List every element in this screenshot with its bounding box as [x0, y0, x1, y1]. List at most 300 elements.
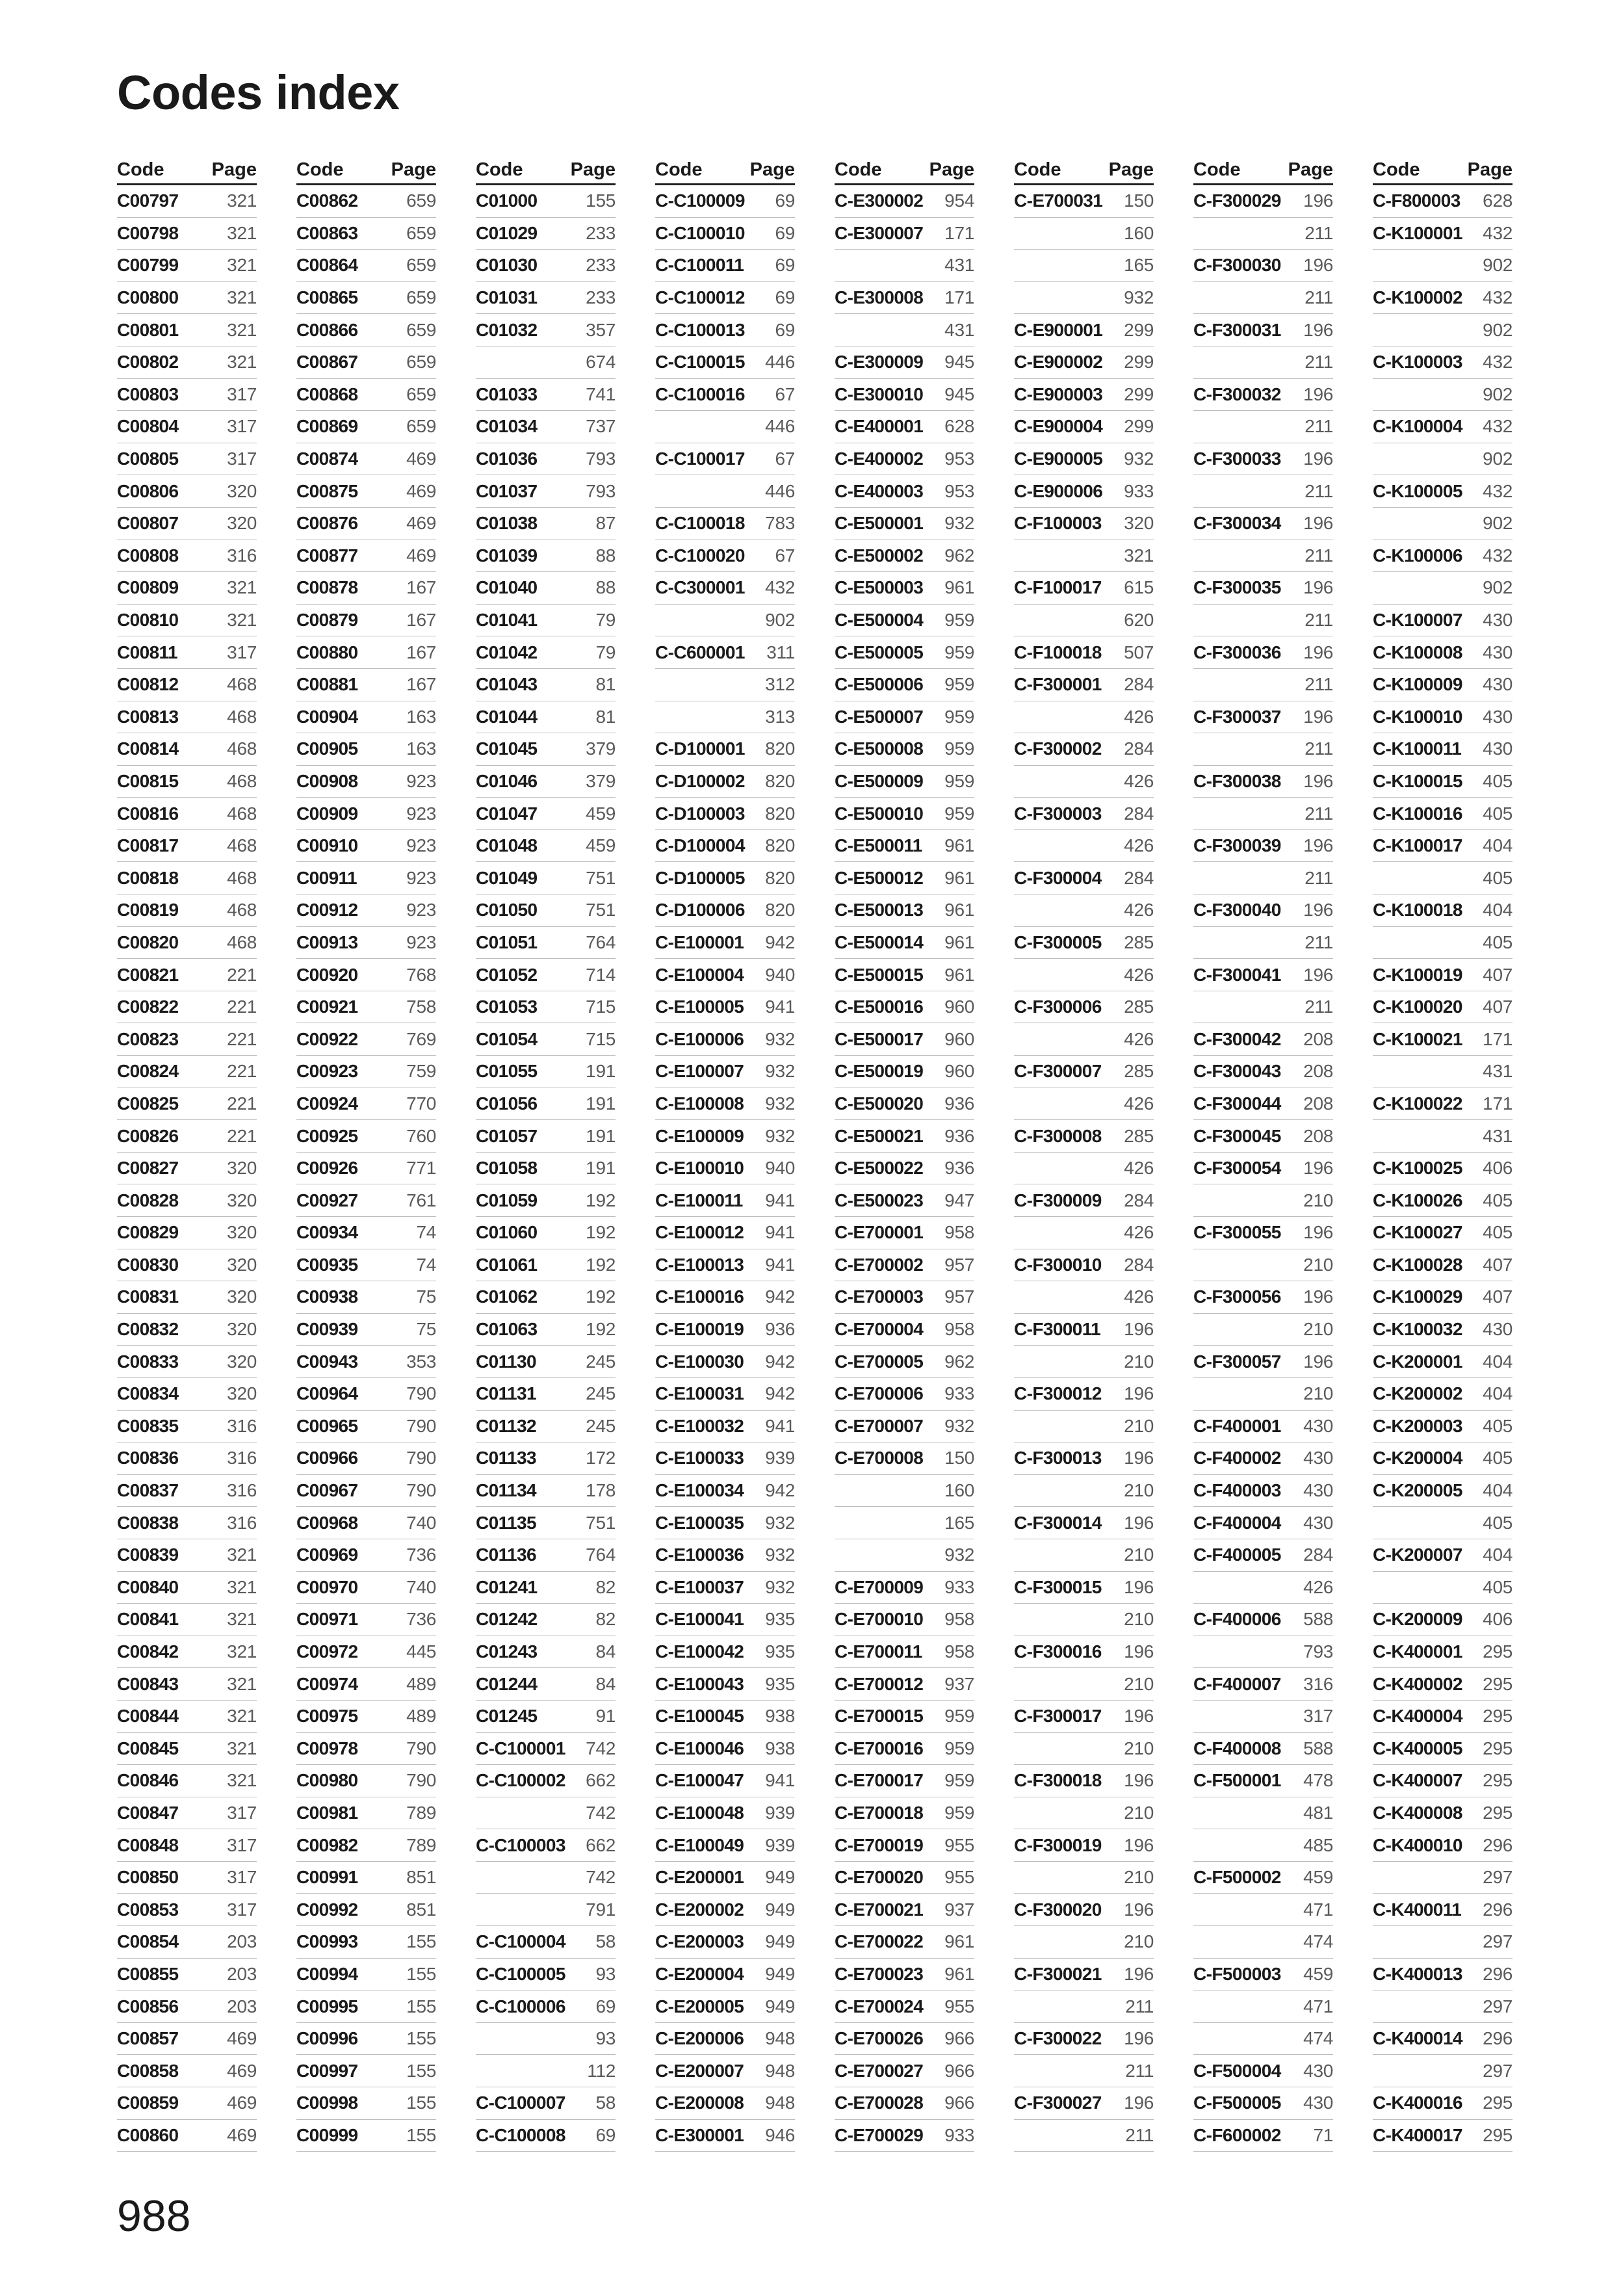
code-cell: C01243: [476, 1641, 538, 1662]
code-cell: C00845: [117, 1738, 179, 1758]
code-cell: C-D100006: [655, 900, 745, 920]
index-row: [655, 218, 795, 250]
index-column: [1014, 157, 1154, 2152]
code-cell: C-K400013: [1373, 1963, 1462, 1984]
code-cell: C-K100019: [1373, 964, 1462, 985]
page-cell: 923: [406, 770, 436, 791]
index-row: [1193, 1475, 1333, 1507]
page-cell: 245: [586, 1415, 616, 1436]
index-row: [476, 669, 616, 701]
column-header: [835, 157, 974, 185]
code-cell: C-D100002: [655, 770, 745, 791]
page-cell: 297: [1483, 1996, 1513, 2016]
page-cell: 191: [586, 1158, 616, 1179]
page-cell: 793: [586, 480, 616, 501]
code-cell: C00855: [117, 1963, 179, 1984]
index-row: [1193, 1346, 1333, 1378]
page-cell: 210: [1303, 1319, 1333, 1340]
header-code-label: Code: [476, 159, 523, 180]
index-row: [835, 572, 974, 605]
page-cell: 958: [944, 1319, 974, 1340]
index-row: [655, 1378, 795, 1411]
index-row: [655, 282, 795, 315]
code-cell: C-F300015: [1014, 1576, 1102, 1597]
index-row: [655, 2023, 795, 2055]
code-cell: C00803: [117, 384, 179, 404]
code-cell: C-E100049: [655, 1834, 744, 1855]
page-cell: 426: [1124, 1028, 1154, 1049]
index-row: [655, 314, 795, 346]
code-cell: C01131: [476, 1383, 536, 1404]
page-cell: 764: [586, 932, 616, 952]
code-cell: C01061: [476, 1254, 538, 1275]
index-row: [835, 2120, 974, 2152]
index-row: [1014, 701, 1154, 734]
index-row: [655, 1088, 795, 1121]
page-cell: 948: [765, 2028, 795, 2049]
page-cell: 468: [227, 803, 257, 824]
page-cell: 941: [765, 997, 795, 1017]
index-row: [1193, 1926, 1333, 1959]
code-cell: C00863: [296, 222, 358, 243]
code-cell: C-E700019: [835, 1834, 924, 1855]
page-cell: 196: [1303, 190, 1333, 211]
page-cell: 321: [227, 222, 257, 243]
code-cell: C-C100013: [655, 319, 745, 340]
page-cell: 210: [1124, 1351, 1154, 1372]
code-cell: C-E700009: [835, 1576, 924, 1597]
code-cell: C-K200005: [1373, 1480, 1462, 1501]
page-cell: 155: [406, 1996, 436, 2016]
index-row: [835, 862, 974, 894]
index-row: [296, 508, 436, 540]
code-cell: C00911: [296, 867, 357, 888]
page-cell: 155: [406, 2028, 436, 2049]
page-cell: 432: [1483, 352, 1513, 372]
page-title: Codes index: [117, 66, 400, 120]
index-row: [1193, 572, 1333, 605]
index-row: [296, 1281, 436, 1314]
page-cell: 171: [1483, 1028, 1513, 1049]
code-cell: C-F300031: [1193, 319, 1281, 340]
code-cell: C01242: [476, 1609, 538, 1630]
code-cell: C00926: [296, 1158, 358, 1179]
page-cell: 69: [775, 255, 795, 276]
code-cell: C00965: [296, 1415, 358, 1436]
code-cell: C-E500009: [835, 770, 924, 791]
code-cell: C01135: [476, 1512, 536, 1533]
code-cell: C-F300021: [1014, 1963, 1102, 1984]
code-cell: C-F300001: [1014, 674, 1102, 695]
page-cell: 316: [227, 1448, 257, 1468]
code-cell: C-F400006: [1193, 1609, 1281, 1630]
index-row: [476, 250, 616, 282]
page-cell: 751: [586, 900, 616, 920]
index-row: [1014, 1668, 1154, 1701]
index-row: [296, 540, 436, 573]
page-cell: 790: [406, 1770, 436, 1791]
code-cell: C-F300016: [1014, 1641, 1102, 1662]
code-cell: C-E700006: [835, 1383, 924, 1404]
index-row: [117, 1733, 257, 1766]
index-row: [1193, 1990, 1333, 2023]
index-row: [835, 411, 974, 443]
code-cell: C-F300056: [1193, 1286, 1281, 1307]
page-cell: 407: [1483, 964, 1513, 985]
index-row: [1193, 218, 1333, 250]
page-cell: 295: [1483, 1673, 1513, 1694]
index-row: [1014, 1862, 1154, 1894]
page-cell: 210: [1124, 1673, 1154, 1694]
code-cell: C00818: [117, 867, 179, 888]
code-cell: C00981: [296, 1802, 358, 1823]
page-cell: 321: [227, 1545, 257, 1565]
page-cell: 81: [595, 674, 616, 695]
page-cell: 659: [406, 222, 436, 243]
index-row: [117, 1894, 257, 1926]
code-cell: C00904: [296, 706, 358, 727]
page-cell: 69: [595, 1996, 616, 2016]
index-row: [1014, 1023, 1154, 1056]
index-row: [117, 540, 257, 573]
index-row: [1014, 798, 1154, 830]
code-cell: C01052: [476, 964, 538, 985]
index-row: [1014, 1153, 1154, 1185]
index-row: [117, 991, 257, 1024]
index-row: [476, 991, 616, 1024]
code-cell: C-E200004: [655, 1963, 744, 1984]
code-cell: C00908: [296, 770, 358, 791]
page-cell: 940: [765, 964, 795, 985]
page-cell: 737: [586, 416, 616, 437]
code-cell: C00924: [296, 1093, 358, 1114]
page-cell: 191: [586, 1061, 616, 1082]
index-row: [296, 1829, 436, 1862]
index-row: [655, 1475, 795, 1507]
page-cell: 88: [595, 545, 616, 566]
index-row: [835, 379, 974, 411]
index-row: [655, 959, 795, 991]
page-cell: 751: [586, 1512, 616, 1533]
index-row: [835, 766, 974, 798]
code-cell: C-C100011: [655, 255, 744, 276]
code-cell: C-E700028: [835, 2093, 924, 2113]
code-cell: C01036: [476, 449, 538, 469]
page-cell: 211: [1305, 674, 1333, 695]
index-row: [835, 1765, 974, 1797]
code-cell: C01054: [476, 1028, 538, 1049]
index-row: [476, 1217, 616, 1249]
code-cell: C-E900002: [1014, 352, 1103, 372]
index-row: [296, 1442, 436, 1475]
index-row: [296, 669, 436, 701]
page-cell: 715: [586, 997, 616, 1017]
page-cell: 284: [1124, 803, 1154, 824]
index-row: [117, 1023, 257, 1056]
page-cell: 191: [586, 1093, 616, 1114]
code-cell: C-K100018: [1373, 900, 1462, 920]
index-row: [1014, 862, 1154, 894]
page-cell: 948: [765, 2060, 795, 2081]
code-cell: C-E100019: [655, 1319, 744, 1340]
page-cell: 430: [1483, 738, 1513, 759]
column-header: [117, 157, 257, 185]
code-cell: C-E100047: [655, 1770, 744, 1791]
index-row: [1373, 1829, 1513, 1862]
index-row: [1014, 1701, 1154, 1733]
page-cell: 659: [406, 384, 436, 404]
page-cell: 959: [944, 1706, 974, 1727]
page-cell: 284: [1124, 1254, 1154, 1275]
page-cell: 740: [406, 1512, 436, 1533]
page-cell: 196: [1303, 1351, 1333, 1372]
page-cell: 959: [944, 1770, 974, 1791]
code-cell: C00970: [296, 1576, 358, 1597]
page-cell: 902: [1483, 577, 1513, 598]
index-row: [296, 379, 436, 411]
page-cell: 935: [765, 1641, 795, 1662]
code-cell: C00835: [117, 1415, 179, 1436]
index-row: [1373, 282, 1513, 315]
index-row: [296, 2120, 436, 2152]
page-cell: 196: [1303, 835, 1333, 856]
page-cell: 211: [1125, 1996, 1154, 2016]
index-row: [835, 1056, 974, 1088]
code-cell: C00816: [117, 803, 179, 824]
page-cell: 155: [406, 2124, 436, 2145]
code-cell: C-K100006: [1373, 545, 1462, 566]
page-cell: 959: [944, 1738, 974, 1758]
page-cell: 961: [944, 577, 974, 598]
code-cell: C-E100031: [655, 1383, 744, 1404]
index-row: [117, 218, 257, 250]
index-row: [835, 1120, 974, 1153]
page-cell: 960: [944, 997, 974, 1017]
page-cell: 295: [1483, 1706, 1513, 1727]
page-cell: 79: [595, 610, 616, 631]
index-row: [1014, 766, 1154, 798]
page-cell: 459: [586, 835, 616, 856]
index-row: [1014, 1894, 1154, 1926]
code-cell: C-F500004: [1193, 2060, 1281, 2081]
page-cell: 317: [227, 642, 257, 662]
index-row: [1373, 669, 1513, 701]
code-cell: C00992: [296, 1899, 358, 1920]
page-cell: 662: [586, 1770, 616, 1791]
code-cell: C-E100036: [655, 1545, 744, 1565]
index-row: [835, 1442, 974, 1475]
index-row: [476, 411, 616, 443]
code-cell: C00831: [117, 1286, 179, 1307]
index-row: [117, 2055, 257, 2087]
code-cell: C00808: [117, 545, 179, 566]
index-row: [835, 636, 974, 669]
index-row: [296, 572, 436, 605]
page-cell: 953: [944, 449, 974, 469]
code-cell: C00801: [117, 319, 179, 340]
page-cell: 959: [944, 610, 974, 631]
code-cell: C-E100004: [655, 964, 744, 985]
index-row: [117, 1411, 257, 1443]
page-cell: 446: [765, 480, 795, 501]
code-cell: C00912: [296, 900, 358, 920]
index-row: [1014, 636, 1154, 669]
index-row: [1014, 508, 1154, 540]
page-cell: 316: [227, 1480, 257, 1501]
code-cell: C-F300045: [1193, 1125, 1281, 1146]
code-cell: C-E500020: [835, 1093, 924, 1114]
code-cell: C-K400007: [1373, 1770, 1462, 1791]
code-cell: C01055: [476, 1061, 538, 1082]
index-row: [1373, 1539, 1513, 1572]
page-cell: 150: [1124, 190, 1154, 211]
code-cell: C00994: [296, 1963, 358, 1984]
code-cell: C-C100005: [476, 1963, 565, 1984]
index-row: [476, 1829, 616, 1862]
page-cell: 404: [1483, 835, 1513, 856]
code-cell: C-K100027: [1373, 1222, 1462, 1243]
page-cell: 196: [1303, 449, 1333, 469]
index-row: [1373, 1217, 1513, 1249]
code-cell: C-E200002: [655, 1899, 744, 1920]
index-row: [117, 605, 257, 637]
page-cell: 285: [1124, 1125, 1154, 1146]
index-row: [117, 1056, 257, 1088]
index-row: [476, 540, 616, 573]
code-cell: C01037: [476, 480, 538, 501]
index-row: [1014, 1378, 1154, 1411]
code-cell: C00798: [117, 222, 179, 243]
index-row: [1373, 1668, 1513, 1701]
page-cell: 71: [1313, 2124, 1333, 2145]
page-cell: 316: [227, 545, 257, 566]
index-row: [835, 1281, 974, 1314]
index-column: [476, 157, 616, 2152]
page-cell: 155: [586, 190, 616, 211]
index-row: [296, 1765, 436, 1797]
page-cell: 405: [1483, 1448, 1513, 1468]
code-cell: C-F300054: [1193, 1158, 1281, 1179]
index-row: [296, 991, 436, 1024]
index-row: [1373, 1023, 1513, 1056]
page-cell: 481: [1303, 1802, 1333, 1823]
index-row: [296, 1668, 436, 1701]
index-row: [655, 411, 795, 443]
code-cell: C00827: [117, 1158, 179, 1179]
code-cell: C01029: [476, 222, 538, 243]
page-cell: 321: [227, 577, 257, 598]
index-row: [476, 1346, 616, 1378]
page-cell: 471: [1303, 1996, 1333, 2016]
index-row: [117, 1701, 257, 1733]
index-row: [1373, 1797, 1513, 1830]
page-cell: 321: [227, 1770, 257, 1791]
code-cell: C01030: [476, 255, 538, 276]
page-cell: 93: [595, 1963, 616, 1984]
index-row: [1014, 1507, 1154, 1539]
code-cell: C-E500011: [835, 835, 922, 856]
index-row: [1373, 250, 1513, 282]
page-cell: 958: [944, 1609, 974, 1630]
index-row: [655, 1507, 795, 1539]
page-cell: 58: [595, 2093, 616, 2113]
index-row: [655, 1926, 795, 1959]
index-row: [1373, 701, 1513, 734]
index-row: [1373, 379, 1513, 411]
index-row: [1373, 894, 1513, 927]
index-row: [296, 1926, 436, 1959]
page-cell: 923: [406, 900, 436, 920]
code-cell: C00856: [117, 1996, 179, 2016]
index-row: [476, 1668, 616, 1701]
code-cell: C01045: [476, 738, 538, 759]
page-cell: 939: [765, 1448, 795, 1468]
page-cell: 426: [1124, 964, 1154, 985]
page-cell: 192: [586, 1222, 616, 1243]
index-row: [117, 862, 257, 894]
page-cell: 316: [1303, 1673, 1333, 1694]
index-row: [117, 411, 257, 443]
index-row: [476, 508, 616, 540]
index-row: [476, 2087, 616, 2120]
index-row: [117, 346, 257, 379]
code-cell: C-F300030: [1193, 255, 1281, 276]
index-row: [117, 508, 257, 540]
header-code-label: Code: [1193, 159, 1241, 180]
code-cell: C-E900003: [1014, 384, 1103, 404]
code-cell: C00968: [296, 1512, 358, 1533]
page-cell: 69: [595, 2124, 616, 2145]
code-cell: C-K400010: [1373, 1834, 1462, 1855]
index-row: [1014, 1281, 1154, 1314]
page-cell: 210: [1303, 1254, 1333, 1275]
index-row: [117, 1442, 257, 1475]
code-cell: C00800: [117, 287, 179, 308]
index-row: [1193, 314, 1333, 346]
page-cell: 210: [1124, 1802, 1154, 1823]
page-cell: 320: [227, 1383, 257, 1404]
page-cell: 935: [765, 1673, 795, 1694]
code-cell: C-E500006: [835, 674, 924, 695]
page-cell: 297: [1483, 2060, 1513, 2081]
code-cell: C00814: [117, 738, 179, 759]
index-row: [1014, 1765, 1154, 1797]
page-cell: 957: [944, 1254, 974, 1275]
page-cell: 317: [227, 1802, 257, 1823]
page-cell: 459: [586, 803, 616, 824]
index-row: [117, 475, 257, 508]
page-cell: 321: [227, 1609, 257, 1630]
code-cell: C-E500003: [835, 577, 924, 598]
code-cell: C00837: [117, 1480, 179, 1501]
code-cell: C-F100017: [1014, 577, 1102, 598]
code-cell: C-C100001: [476, 1738, 565, 1758]
page-cell: 468: [227, 932, 257, 952]
page-cell: 284: [1124, 1190, 1154, 1210]
page-cell: 932: [944, 1545, 974, 1565]
code-cell: C-K400017: [1373, 2124, 1462, 2145]
header-page-label: Page: [1288, 159, 1333, 180]
page-cell: 320: [227, 513, 257, 534]
page-cell: 923: [406, 835, 436, 856]
index-row: [117, 1475, 257, 1507]
page-cell: 74: [416, 1222, 436, 1243]
page-cell: 210: [1124, 1738, 1154, 1758]
code-cell: C-F300034: [1193, 513, 1281, 534]
code-cell: C00879: [296, 610, 358, 631]
page-cell: 793: [1303, 1641, 1333, 1662]
page-cell: 67: [775, 545, 795, 566]
